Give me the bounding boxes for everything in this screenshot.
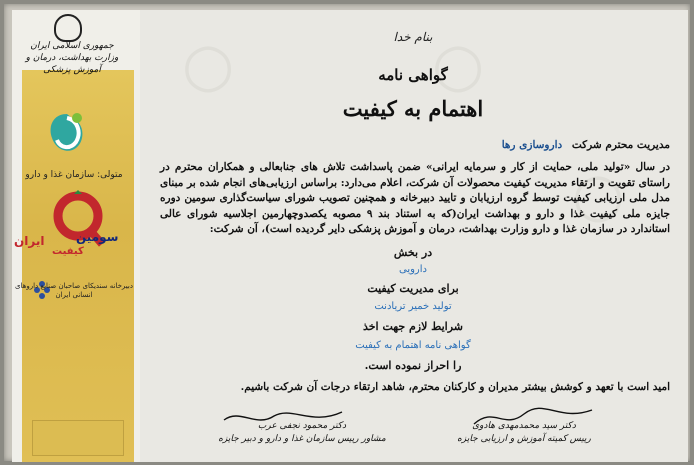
watermark: ○ (572, 160, 625, 230)
ministry-label (18, 40, 126, 76)
certificate-main-title: اهتمام به کیفیت (342, 96, 484, 121)
greeting (502, 139, 670, 151)
achieved-label: را احراز نموده است. (364, 359, 462, 372)
sidebar (12, 10, 140, 462)
company-name: داروسازی رها (501, 139, 563, 151)
fda-label: متولی: سازمان غذا و دارو (25, 170, 123, 180)
ministry-line2: وزارت بهداشت، درمان و آموزش پزشکی (25, 53, 119, 75)
certificate-document (12, 10, 688, 462)
award-line1: سومین (76, 230, 119, 244)
certificate-title: گواهی نامه (378, 66, 448, 84)
ministry-line1: جمهوری اسلامی ایران (30, 41, 114, 51)
closing-text: امید است با تعهد و کوشش بیشتر مدیران و کارکنان محترم، شاهد ارتقاء درجات آن شرکت باشیم. (240, 381, 670, 393)
requirements-label: شرایط لازم جهت اخذ (362, 320, 464, 333)
frame (4, 4, 690, 461)
certificate-content (152, 20, 674, 460)
watermark: ○ (432, 30, 485, 100)
section-label: در بخش (393, 246, 433, 259)
signature-left (192, 420, 412, 446)
greeting-prefix: مدیریت محترم شرکت (571, 139, 670, 151)
award-line2: ایران (14, 234, 45, 248)
for-label: برای مدیریت کیفیت (367, 282, 459, 295)
signature-right-title: رییس کمیته آموزش و ارزیابی جایزه (457, 434, 591, 444)
secretariat-label: دبیرخانه سندیکای صاحبان صنایع داروهای انسانی ایران (15, 282, 133, 299)
sidebar-footer (32, 420, 124, 456)
iran-emblem-icon (54, 14, 82, 42)
award-line3: کیفیت (52, 246, 84, 257)
certificate-paragraph: در سال «تولید ملی، حمایت از کار و سرمایه ایرانی» ضمن پاسداشت تلاش های جنابعالی و همکاران محترم در راستای تقویت و ارتقاء مدیریت کیفیت محصولات آن شرکت، اعلام می‌دارد: براساس ارزیابی‌های انجام شده بر مبنای مدل ملی ارزیابی کیفیت توسط گروه ارزیابان و تایید دبیرخانه و همچنین تصویب شورای سیاست‌گذاری سومین دوره جایزه ملی کیفیت غذا و دارو و بهداشت ایران(که به استناد بند ۹ مصوبه یکصدوچهارمین اجلاسیه شورای عالی استاندارد در سازمان غذا و دارو وزارت بهداشت، درمان و آموزش پزشکی دایر گردیده است)، آن شرکت: (160, 161, 671, 235)
certificate-value: گواهی نامه اهتمام به کیفیت (355, 340, 471, 351)
watermark: ○ (182, 30, 235, 100)
signature-left-title: مشاور رییس سازمان غذا و دارو و دبیر جایزه (218, 434, 386, 444)
signature-left-name: دکتر محمود نجفی عرب (257, 421, 347, 431)
basmala: بنام خدا (393, 30, 433, 44)
signature-right (414, 420, 634, 446)
fda-logo-icon (42, 108, 92, 158)
section-value: دارویی (398, 264, 427, 275)
signature-right-name: دکتر سید محمدمهدی هادوی (472, 421, 576, 431)
product-value: تولید خمیر تریادنت (374, 301, 452, 312)
